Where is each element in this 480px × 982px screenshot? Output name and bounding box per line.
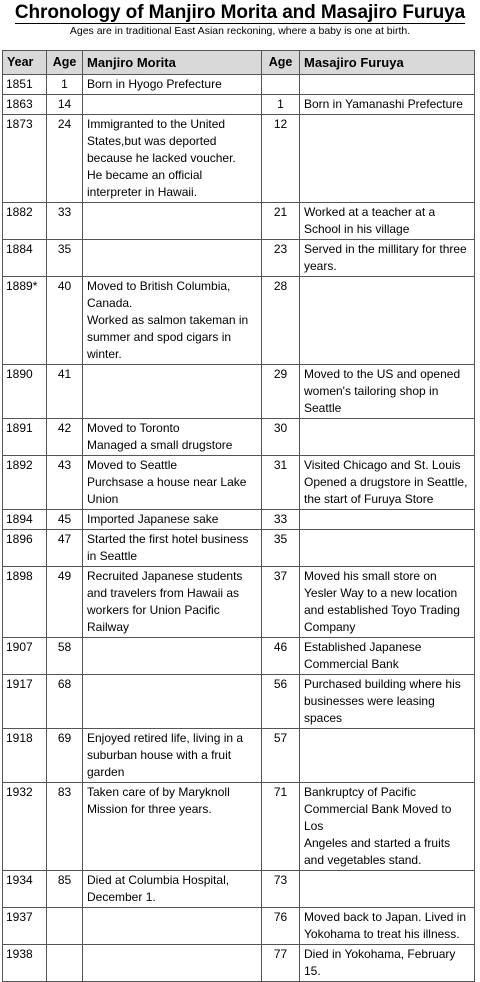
table-row: [3, 783, 475, 871]
page-subtitle: Ages are in traditional East Asian reckoning, where a baby is one at birth.: [69, 25, 411, 37]
morita-event-cell: [83, 945, 262, 982]
furuya-event-cell: [300, 530, 475, 567]
furuya-age-cell: 31: [262, 456, 300, 510]
morita-event-cell: [83, 365, 262, 419]
morita-age-cell: 58: [47, 638, 83, 675]
furuya-age-cell: 37: [262, 567, 300, 638]
furuya-event-cell: [300, 510, 475, 530]
year-cell: 1932: [3, 783, 47, 871]
header-year: Year: [3, 51, 47, 75]
table-row: [3, 675, 475, 729]
table-row: [3, 530, 475, 567]
table-row: [3, 365, 475, 419]
furuya-age-cell: [262, 75, 300, 95]
morita-age-cell: 1: [47, 75, 83, 95]
year-cell: 1918: [3, 729, 47, 783]
furuya-event-cell: Visited Chicago and St. Louis Opened a drugstore in Seattle, the start of Furuya Store: [300, 456, 475, 510]
morita-event-cell: Taken care of by Maryknoll Mission for three years.: [83, 783, 262, 871]
furuya-event-cell: Established Japanese Commercial Bank: [300, 638, 475, 675]
year-cell: 1898: [3, 567, 47, 638]
morita-age-cell: 14: [47, 95, 83, 115]
morita-age-cell: 83: [47, 783, 83, 871]
morita-event-cell: Born in Hyogo Prefecture: [83, 75, 262, 95]
morita-event-cell: [83, 638, 262, 675]
furuya-event-cell: [300, 75, 475, 95]
morita-event-cell: [83, 675, 262, 729]
morita-event-cell: Moved to Seattle Purchsase a house near Lake Union: [83, 456, 262, 510]
morita-event-cell: Enjoyed retired life, living in a suburban house with a fruit garden: [83, 729, 262, 783]
year-cell: 1863: [3, 95, 47, 115]
morita-age-cell: 24: [47, 115, 83, 203]
morita-age-cell: 35: [47, 240, 83, 277]
table-row: [3, 945, 475, 982]
morita-age-cell: 69: [47, 729, 83, 783]
furuya-age-cell: 21: [262, 203, 300, 240]
furuya-age-cell: 46: [262, 638, 300, 675]
page-title: [0, 0, 480, 24]
morita-age-cell: 33: [47, 203, 83, 240]
year-cell: 1917: [3, 675, 47, 729]
table-row: [3, 638, 475, 675]
morita-age-cell: 41: [47, 365, 83, 419]
morita-age-cell: 47: [47, 530, 83, 567]
morita-event-cell: Recruited Japanese students and travelers from Hawaii as workers for Union Pacific Railway: [83, 567, 262, 638]
furuya-age-cell: 23: [262, 240, 300, 277]
year-cell: 1896: [3, 530, 47, 567]
furuya-event-cell: Moved back to Japan. Lived in Yokohama to treat his illness.: [300, 908, 475, 945]
furuya-event-cell: [300, 729, 475, 783]
furuya-event-cell: Died in Yokohama, February 15.: [300, 945, 475, 982]
morita-age-cell: [47, 945, 83, 982]
year-cell: 1882: [3, 203, 47, 240]
table-row: [3, 871, 475, 908]
page-title-text: Chronology of Manjiro Morita and Masajiro Furuya: [14, 2, 466, 23]
furuya-age-cell: 12: [262, 115, 300, 203]
table-row: [3, 115, 475, 203]
morita-event-cell: Immigranted to the United States,but was deported because he lacked voucher. He became an official interpreter in Hawaii.: [83, 115, 262, 203]
morita-event-cell: Moved to British Columbia, Canada. Worked as salmon takeman in summer and spod cigars in winter.: [83, 277, 262, 365]
furuya-event-cell: Born in Yamanashi Prefecture: [300, 95, 475, 115]
table-row: [3, 908, 475, 945]
furuya-event-cell: Moved to the US and opened women's tailoring shop in Seattle: [300, 365, 475, 419]
year-cell: 1884: [3, 240, 47, 277]
furuya-age-cell: 30: [262, 419, 300, 456]
year-cell: 1937: [3, 908, 47, 945]
year-cell: 1891: [3, 419, 47, 456]
morita-age-cell: 85: [47, 871, 83, 908]
furuya-age-cell: 71: [262, 783, 300, 871]
morita-age-cell: 49: [47, 567, 83, 638]
furuya-age-cell: 56: [262, 675, 300, 729]
furuya-age-cell: 73: [262, 871, 300, 908]
furuya-age-cell: 1: [262, 95, 300, 115]
header-age-furuya: Age: [262, 51, 300, 75]
morita-age-cell: 42: [47, 419, 83, 456]
furuya-event-cell: Worked at a teacher at a School in his village: [300, 203, 475, 240]
furuya-age-cell: 33: [262, 510, 300, 530]
table-header-row: [3, 51, 475, 75]
year-cell: 1907: [3, 638, 47, 675]
furuya-age-cell: 57: [262, 729, 300, 783]
year-cell: 1890: [3, 365, 47, 419]
year-cell: 1889*: [3, 277, 47, 365]
table-row: [3, 203, 475, 240]
chronology-table: [2, 50, 475, 982]
table-row: [3, 729, 475, 783]
year-cell: 1873: [3, 115, 47, 203]
morita-age-cell: [47, 908, 83, 945]
furuya-event-cell: [300, 115, 475, 203]
table-row: [3, 95, 475, 115]
morita-event-cell: [83, 240, 262, 277]
morita-event-cell: [83, 908, 262, 945]
furuya-event-cell: Served in the millitary for three years.: [300, 240, 475, 277]
year-cell: 1938: [3, 945, 47, 982]
table-row: [3, 277, 475, 365]
furuya-age-cell: 28: [262, 277, 300, 365]
table-row: [3, 419, 475, 456]
header-furuya: Masajiro Furuya: [300, 51, 475, 75]
furuya-event-cell: [300, 277, 475, 365]
morita-event-cell: [83, 203, 262, 240]
table-row: [3, 240, 475, 277]
furuya-event-cell: Moved his small store on Yesler Way to a new location and established Toyo Trading Company: [300, 567, 475, 638]
furuya-event-cell: Purchased building where his businesses were leasing spaces: [300, 675, 475, 729]
year-cell: 1851: [3, 75, 47, 95]
table-row: [3, 510, 475, 530]
furuya-event-cell: [300, 871, 475, 908]
morita-event-cell: Started the first hotel business in Seattle: [83, 530, 262, 567]
table-row: [3, 567, 475, 638]
year-cell: 1892: [3, 456, 47, 510]
morita-event-cell: Died at Columbia Hospital, December 1.: [83, 871, 262, 908]
table-row: [3, 75, 475, 95]
header-morita: Manjiro Morita: [83, 51, 262, 75]
morita-event-cell: [83, 95, 262, 115]
furuya-event-cell: [300, 419, 475, 456]
year-cell: 1934: [3, 871, 47, 908]
table-row: [3, 456, 475, 510]
furuya-event-cell: Bankruptcy of Pacific Commercial Bank Moved to Los Angeles and started a fruits and vegetables stand.: [300, 783, 475, 871]
furuya-age-cell: 29: [262, 365, 300, 419]
morita-age-cell: 45: [47, 510, 83, 530]
year-cell: 1894: [3, 510, 47, 530]
morita-age-cell: 40: [47, 277, 83, 365]
header-age-morita: Age: [47, 51, 83, 75]
furuya-age-cell: 76: [262, 908, 300, 945]
morita-event-cell: Imported Japanese sake: [83, 510, 262, 530]
morita-event-cell: Moved to Toronto Managed a small drugstore: [83, 419, 262, 456]
morita-age-cell: 68: [47, 675, 83, 729]
morita-age-cell: 43: [47, 456, 83, 510]
furuya-age-cell: 35: [262, 530, 300, 567]
furuya-age-cell: 77: [262, 945, 300, 982]
